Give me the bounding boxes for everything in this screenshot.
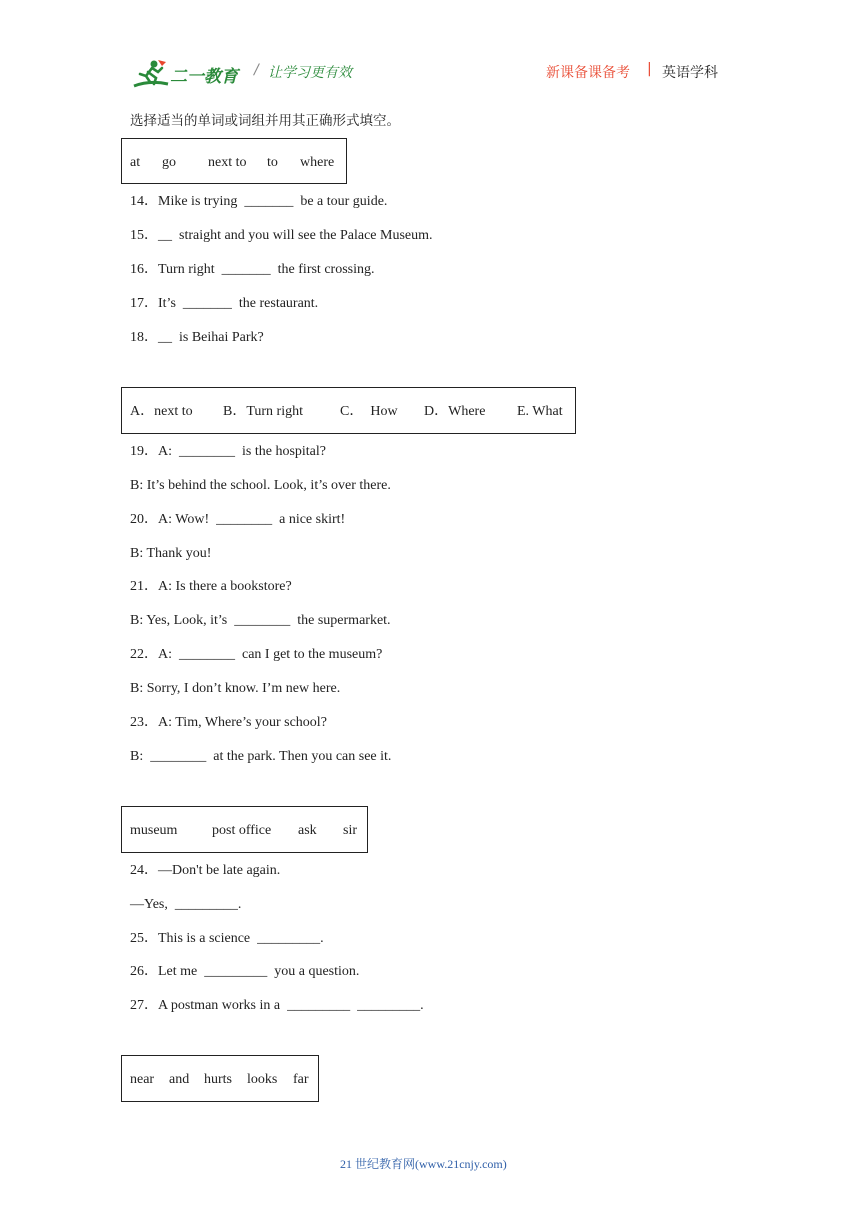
word-box-item: post office [212, 823, 272, 838]
word-box-item: go [162, 155, 176, 170]
instruction: 选择适当的单词或词组并用其正确形式填空。 [130, 113, 400, 129]
question-21-a: 21．A: Is there a bookstore? [130, 579, 292, 594]
question-16: 16．Turn right _______ the first crossing. [130, 262, 375, 277]
header-divider: | [647, 61, 652, 77]
question-14: 14．Mike is trying _______ be a tour guide. [130, 194, 388, 209]
question-22-a: 22．A: ________ can I get to the museum? [130, 647, 383, 662]
word-box-item: where [300, 155, 335, 170]
word-box-item: and [169, 1072, 190, 1087]
separator: / [254, 62, 259, 78]
question-20-a: 20．A: Wow! ________ a nice skirt! [130, 512, 346, 527]
word-box-4 [121, 1055, 319, 1102]
question-20-b: B: Thank you! [130, 546, 212, 561]
runner-logo-icon [132, 58, 170, 90]
logo-text: 二一教育 [170, 67, 238, 87]
word-box-item: ask [298, 823, 317, 838]
option-item: D．Where [424, 404, 486, 419]
question-26: 26．Let me _________ you a question. [130, 964, 360, 979]
word-box-3 [121, 806, 368, 853]
word-box-item: sir [343, 823, 357, 838]
question-15: 15．__ straight and you will see the Palace Museum. [130, 228, 433, 243]
option-box [121, 387, 576, 434]
word-box-item: museum [130, 823, 178, 838]
question-24-b: —Yes, _________. [130, 897, 242, 912]
question-19-b: B: It’s behind the school. Look, it’s over there. [130, 478, 391, 493]
option-item: C． How [340, 404, 398, 419]
option-item: A．next to [130, 404, 193, 419]
word-box-1 [121, 138, 347, 184]
word-box-item: next to [208, 155, 247, 170]
question-23-b: B: ________ at the park. Then you can see it. [130, 749, 392, 764]
word-box-item: hurts [204, 1072, 232, 1087]
word-box-item: to [267, 155, 278, 170]
question-24-a: 24．—Don't be late again. [130, 863, 281, 878]
question-23-a: 23．A: Tim, Where’s your school? [130, 715, 327, 730]
question-18: 18．__ is Beihai Park? [130, 330, 264, 345]
question-21-b: B: Yes, Look, it’s ________ the supermarket. [130, 613, 391, 628]
question-27: 27．A postman works in a _________ _________. [130, 998, 424, 1013]
word-box-item: looks [247, 1072, 278, 1087]
word-box-item: far [293, 1072, 309, 1087]
word-box-item: at [130, 155, 141, 170]
word-box-item: near [130, 1072, 155, 1087]
footer-source: 21 世纪教育网(www.21cnjy.com) [340, 1157, 507, 1171]
question-25: 25．This is a science _________. [130, 931, 324, 946]
question-22-b: B: Sorry, I don’t know. I’m new here. [130, 681, 341, 696]
option-item: B．Turn right [223, 404, 304, 419]
question-17: 17．It’s _______ the restaurant. [130, 296, 319, 311]
question-19-a: 19．A: ________ is the hospital? [130, 444, 326, 459]
option-item: E. What [517, 404, 563, 419]
slogan: 让学习更有效 [268, 65, 352, 81]
header-right-label: 新课备课备考 [546, 65, 630, 81]
subject-label: 英语学科 [662, 65, 718, 81]
